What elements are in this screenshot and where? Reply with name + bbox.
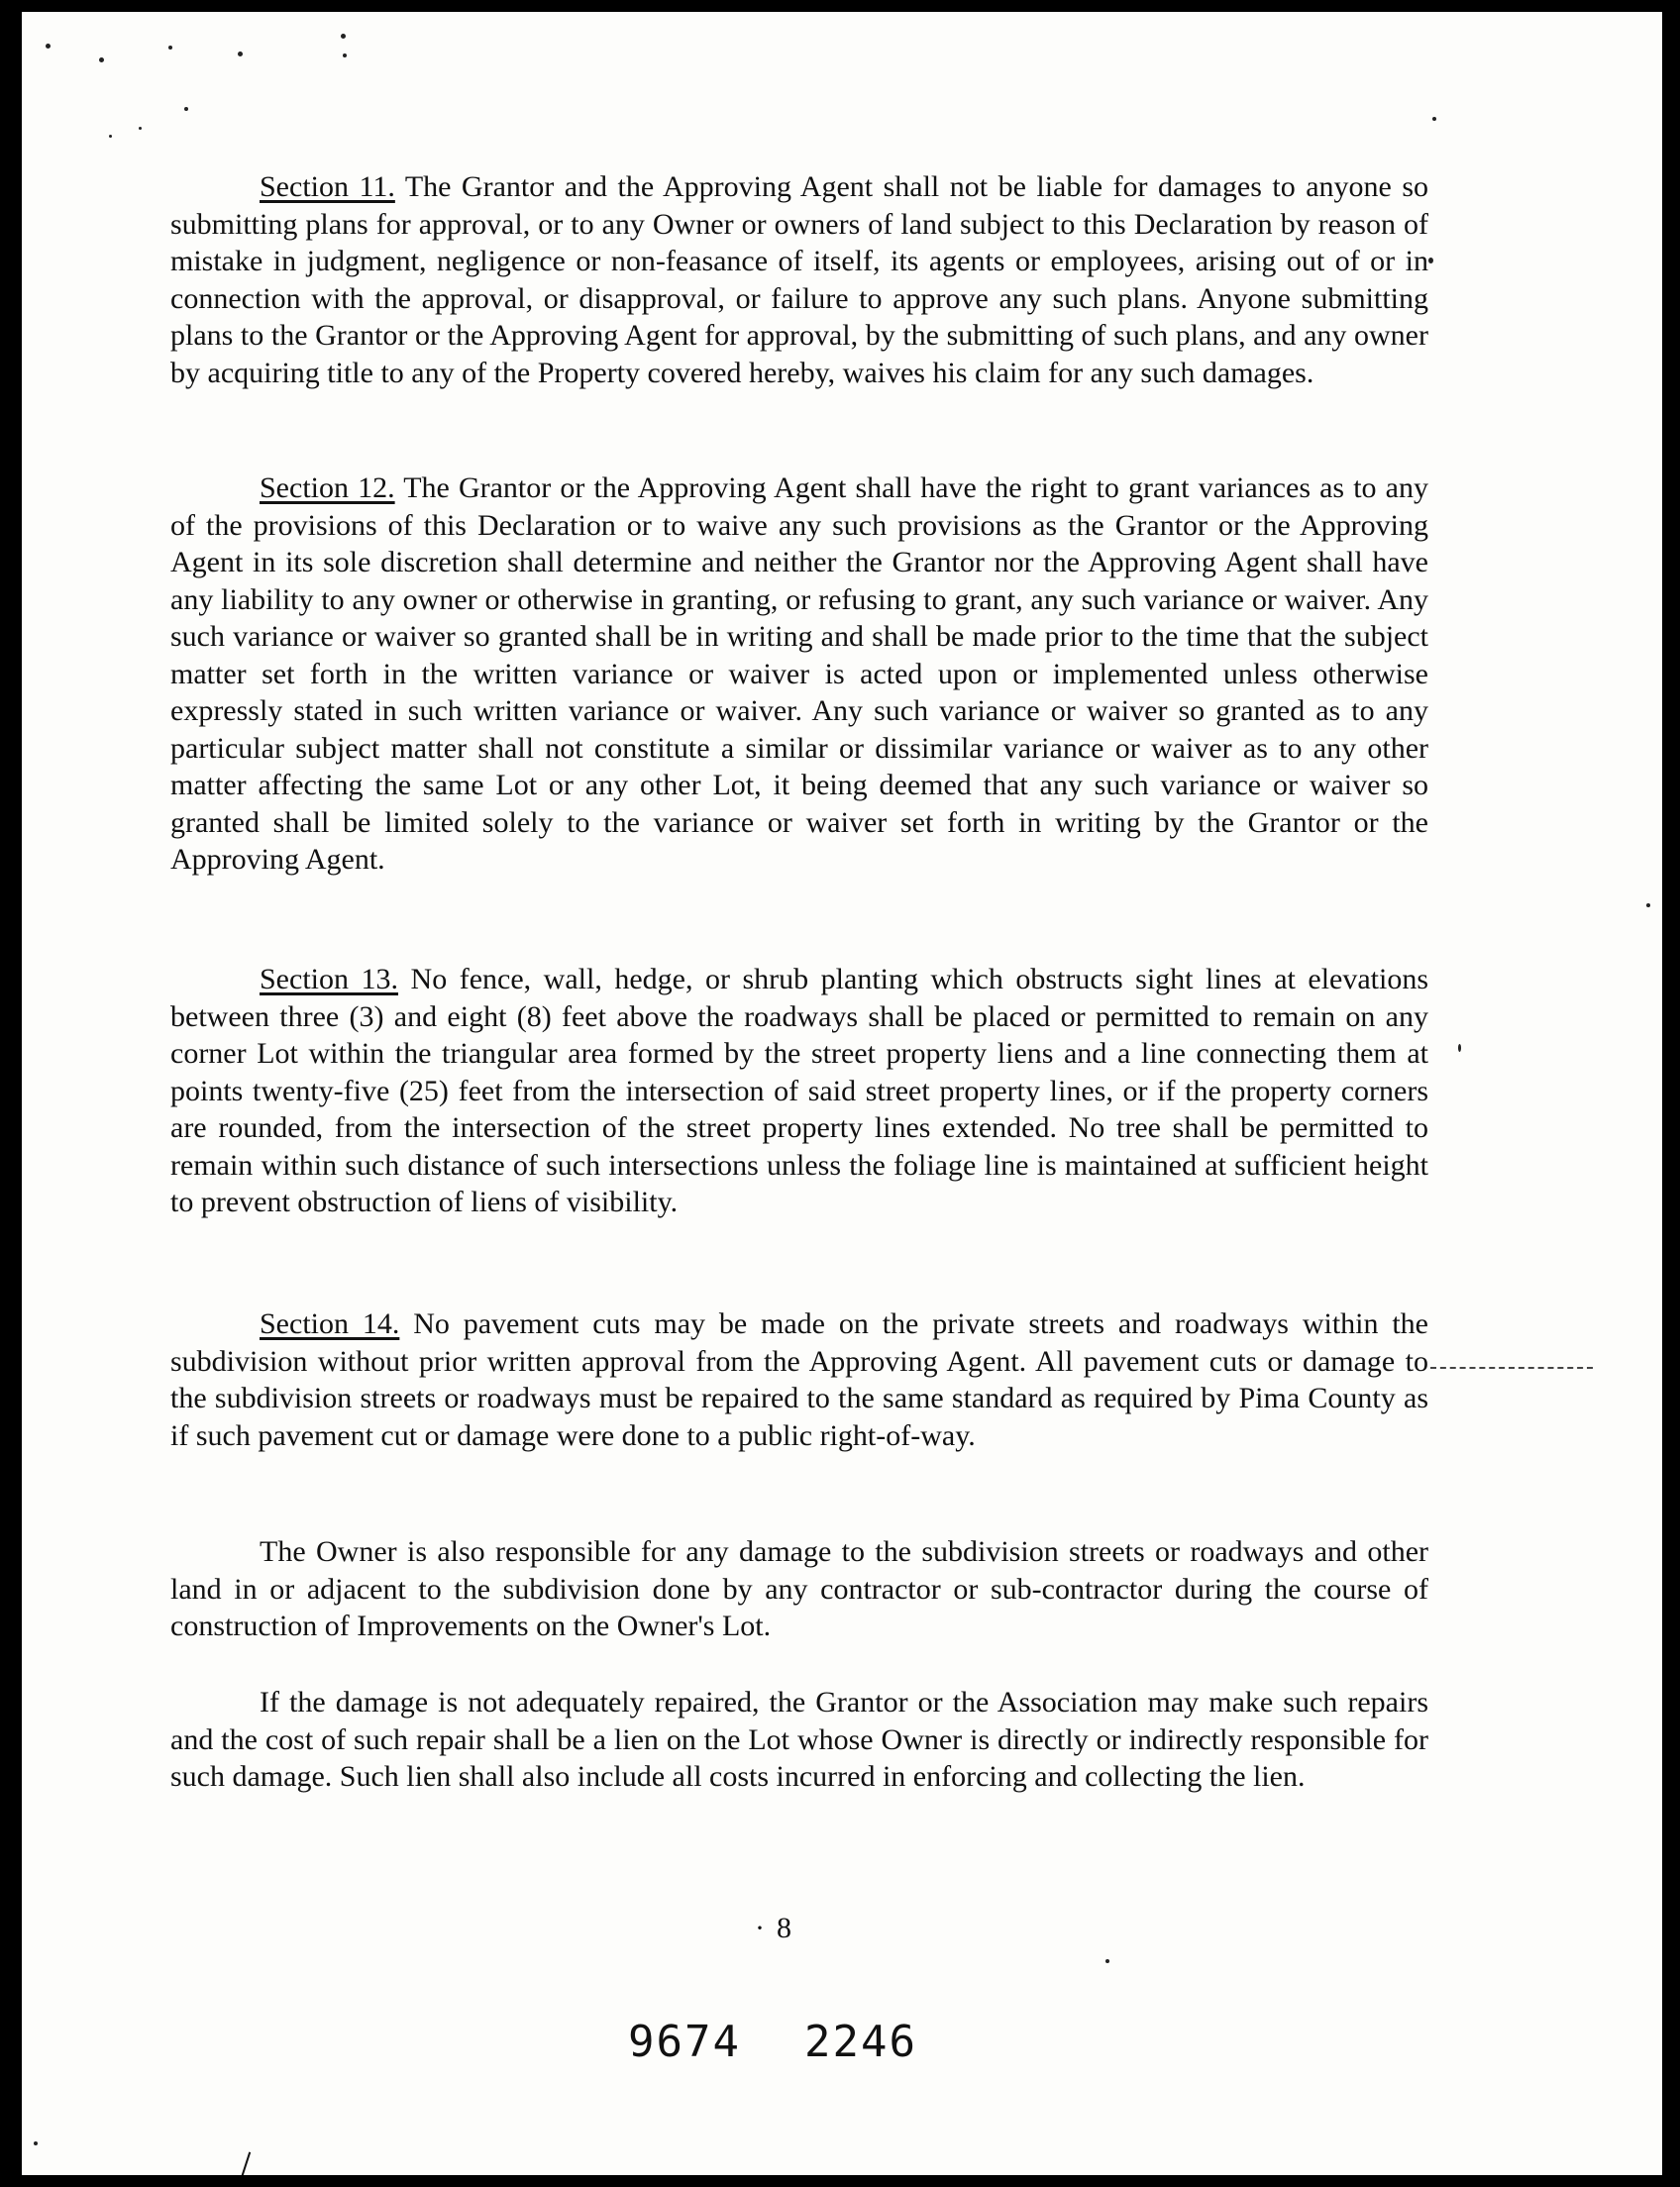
scan-speck: [184, 107, 188, 111]
owner-responsibility-text: The Owner is also responsible for any damage to the subdivision streets or roadways and other land in or adjacent to the subdivision done by any contractor or sub-contractor during the course of construction of Improvements on the Owner's Lot.: [170, 1535, 1428, 1642]
scan-speck: [1646, 903, 1650, 907]
scan-speck: [1428, 258, 1433, 263]
scan-speck: [343, 53, 347, 57]
docket-page-number: 2246: [803, 2017, 917, 2067]
scan-speck: [99, 57, 104, 62]
scan-speck: [46, 44, 51, 49]
section-12-text: The Grantor or the Approving Agent shall have the right to grant variances as to any of the provisions of this Declaration or to waive any such provisions as the Grantor or the Approving Agent in its sole discretion shall determine and neither the Grantor nor the Approving Agent shall have any liability to any owner or otherwise in granting, or refusing to grant, any such variance or waiver. Any such variance or waiver so granted shall be in writing and shall be made prior to the time that the subject matter set forth in the written variance or waiver is acted upon or implemented unless otherwise expressly stated in such written variance or waiver. Any such variance or waiver so granted as to any particular subject matter shall not constitute a similar or dissimilar variance or waiver as to any other matter affecting the same Lot or any other Lot, it being deemed that any such variance or waiver so granted shall be limited solely to the variance or waiver set forth in writing by the Grantor or the Approving Agent.: [170, 471, 1428, 876]
scan-speck: [341, 34, 346, 39]
section-13-label: Section 13.: [260, 963, 399, 995]
section-12-paragraph: [170, 469, 1428, 879]
document-page: [22, 12, 1662, 2175]
section-11-paragraph: [170, 168, 1428, 391]
scan-speck: [34, 2141, 38, 2145]
damage-repair-text: If the damage is not adequately repaired, the Grantor or the Association may make such repairs and the cost of such repair shall be a lien on the Lot whose Owner is directly or indirectly responsible for such damage. Such lien shall also include all costs incurred in enforcing and collecting the lien.: [170, 1686, 1428, 1793]
section-14-paragraph: [170, 1305, 1428, 1454]
page-number: · 8: [755, 1912, 791, 1944]
scan-speck: [139, 127, 142, 130]
scan-speck: [168, 46, 172, 50]
section-14-text: No pavement cuts may be made on the private streets and roadways within the subdivision without prior written approval from the Approving Agent. All pavement cuts or damage to the subdivision streets or roadways must be repaired to the same standard as required by Pima County as if such pavement cut or damage were done to a public right-of-way.: [170, 1307, 1428, 1452]
docket-stamp: [628, 2017, 917, 2067]
scan-speck: [1105, 1959, 1109, 1963]
section-14-label: Section 14.: [260, 1307, 400, 1340]
owner-responsibility-paragraph: [170, 1533, 1428, 1645]
section-13-text: No fence, wall, hedge, or shrub planting which obstructs sight lines at elevations between three (3) and eight (8) feet above the roadways shall be placed or permitted to remain on any corner Lot within the triangular area formed by the street property liens and a line connecting them at points twenty-five (25) feet from the intersection of said street property lines, or if the property corners are rounded, from the intersection of the street property lines extended. No tree shall be permitted to remain within such distance of such intersections unless the foliage line is maintained at sufficient height to prevent obstruction of liens of visibility.: [170, 963, 1428, 1218]
scan-speck: [1432, 117, 1436, 121]
section-12-label: Section 12.: [260, 471, 395, 504]
docket-book-number: 9674: [628, 2017, 741, 2067]
margin-dash-mark: [1430, 1367, 1593, 1369]
scan-speck: [109, 135, 112, 138]
scan-speck: [1458, 1044, 1461, 1052]
section-11-label: Section 11.: [260, 170, 395, 203]
scan-slash-mark: [239, 2152, 251, 2175]
damage-repair-paragraph: [170, 1684, 1428, 1796]
scan-speck: [238, 52, 243, 56]
page-number-value: 8: [777, 1912, 791, 1944]
section-11-text: The Grantor and the Approving Agent shall not be liable for damages to anyone so submitting plans for approval, or to any Owner or owners of land subject to this Declaration by reason of mistake in judgment, negligence or non-feasance of itself, its agents or employees, arising out of or in connection with the approval, or disapproval, or failure to approve any such plans. Anyone submitting plans to the Grantor or the Approving Agent for approval, by the submitting of such plans, and any owner by acquiring title to any of the Property covered hereby, waives his claim for any such damages.: [170, 170, 1429, 389]
section-13-paragraph: [170, 961, 1428, 1221]
